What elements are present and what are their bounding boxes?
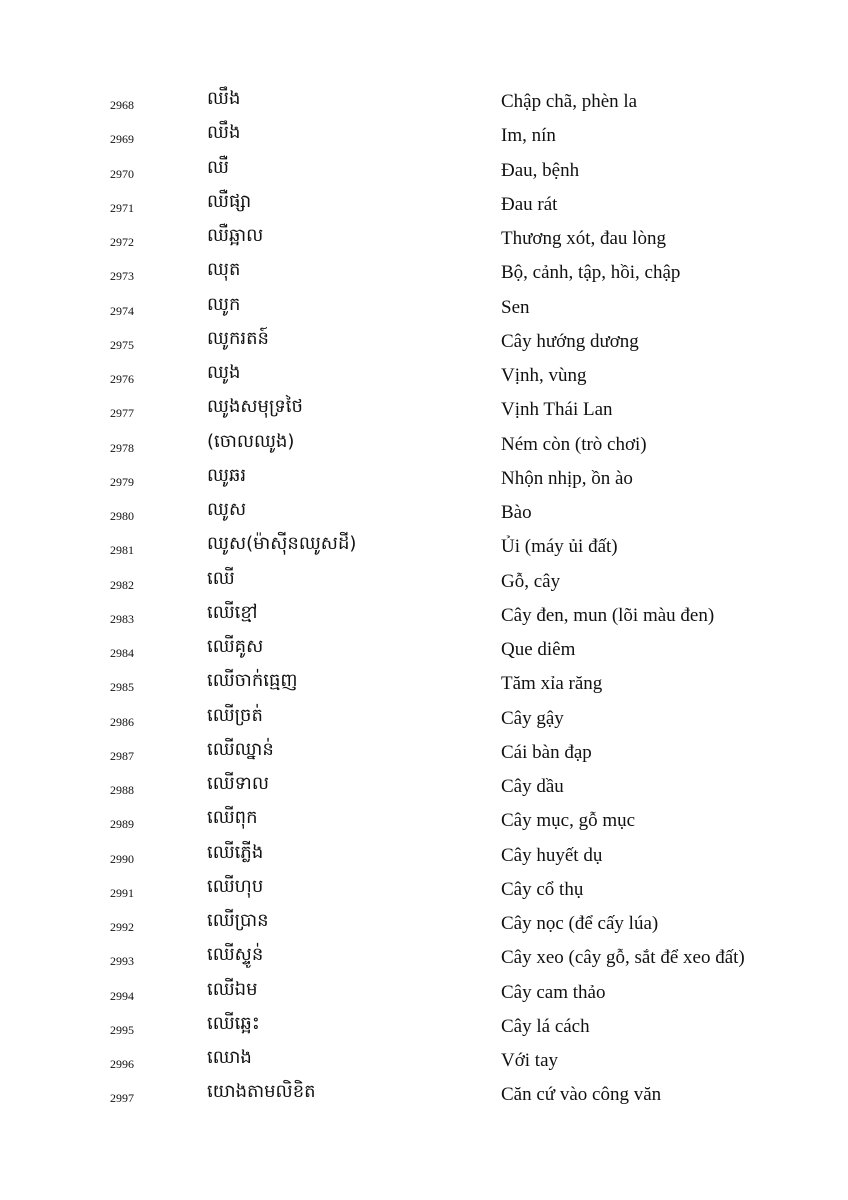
vietnamese-translation: Vịnh Thái Lan [501, 399, 613, 421]
dictionary-entry [0, 84, 848, 118]
dictionary-entry [0, 529, 848, 563]
vietnamese-translation: Cây gậy [501, 707, 564, 729]
khmer-term: ឈឺផ្សា [207, 190, 252, 212]
vietnamese-translation: Tăm xỉa răng [501, 673, 603, 695]
vietnamese-translation: Đau, bệnh [501, 159, 580, 181]
entry-list [0, 84, 848, 1112]
khmer-term: ឈឹង [207, 122, 241, 144]
entry-number: 2979 [110, 474, 134, 489]
vietnamese-translation: Cây lá cách [501, 1015, 590, 1037]
entry-number: 2983 [110, 611, 134, 626]
khmer-term: ឈឺ [207, 156, 229, 178]
khmer-term: ឈើហុប [207, 875, 264, 897]
entry-number: 2986 [110, 714, 134, 729]
dictionary-entry [0, 632, 848, 666]
vietnamese-translation: Ném còn (trò chơi) [501, 433, 647, 455]
dictionary-entry [0, 324, 848, 358]
khmer-term: ឈូង [207, 362, 241, 383]
entry-number: 2993 [110, 954, 134, 969]
entry-number: 2980 [110, 509, 134, 523]
khmer-term: ឈើខ្មៅ [207, 601, 258, 623]
vietnamese-translation: Sen [501, 296, 530, 318]
vietnamese-translation: Im, nín [501, 125, 556, 147]
vietnamese-translation: Cây hướng dương [501, 330, 639, 352]
entry-number: 2987 [110, 748, 134, 763]
entry-number: 2989 [110, 817, 134, 832]
khmer-term: ឈូស(ម៉ាស៊ីនឈូសដី) [207, 533, 357, 555]
vietnamese-translation: Vịnh, vùng [501, 365, 587, 386]
entry-number: 2985 [110, 680, 134, 695]
dictionary-entry [0, 118, 848, 152]
vietnamese-translation: Với tay [501, 1050, 559, 1071]
khmer-term: ឈុត [207, 259, 241, 281]
dictionary-entry [0, 769, 848, 803]
vietnamese-translation: Bào [501, 502, 532, 523]
vietnamese-translation: Nhộn nhịp, ồn ào [501, 467, 633, 489]
vietnamese-translation: Ủi (máy ủi đất) [501, 536, 618, 558]
vietnamese-translation: Que diêm [501, 639, 576, 660]
dictionary-entry [0, 255, 848, 289]
vietnamese-translation: Cây đen, mun (lõi màu đen) [501, 604, 715, 626]
khmer-term: ឈើស្ទូន់ [207, 944, 264, 966]
entry-number: 2988 [110, 783, 134, 797]
entry-number: 2970 [110, 166, 134, 181]
dictionary-entry [0, 735, 848, 769]
dictionary-entry [0, 906, 848, 940]
dictionary-entry [0, 153, 848, 187]
entry-number: 2975 [110, 337, 134, 352]
entry-number: 2996 [110, 1057, 134, 1071]
dictionary-entry [0, 564, 848, 598]
entry-number: 2984 [110, 646, 134, 660]
khmer-term: ឈើទាល [207, 773, 269, 794]
khmer-term: យោងតាមលិខិត [207, 1081, 316, 1103]
khmer-term: ឈើប្រាន [207, 910, 269, 931]
dictionary-entry [0, 427, 848, 461]
vietnamese-translation: Cái bàn đạp [501, 741, 592, 763]
entry-number: 2992 [110, 920, 134, 934]
dictionary-entry [0, 221, 848, 255]
khmer-term: ឈូករតន៍ [207, 327, 269, 349]
khmer-term: ឈើពុក [207, 807, 258, 829]
khmer-term: (ចោលឈូង) [207, 430, 295, 452]
vietnamese-translation: Đau rát [501, 193, 558, 215]
khmer-term: ឈើគូស [207, 636, 264, 657]
entry-number: 2976 [110, 372, 134, 386]
dictionary-entry [0, 461, 848, 495]
khmer-term: ឈើឈ្នាន់ [207, 738, 274, 760]
dictionary-entry [0, 838, 848, 872]
entry-number: 2977 [110, 406, 134, 421]
khmer-term: ឈើចាក់ធ្មេញ [207, 670, 298, 692]
khmer-term: ឈូឆរ [207, 464, 247, 486]
vietnamese-translation: Cây cam thảo [501, 981, 606, 1003]
dictionary-entry [0, 392, 848, 426]
entry-number: 2973 [110, 269, 134, 284]
khmer-term: ឈើឯម [207, 978, 258, 1000]
vietnamese-translation: Gỗ, cây [501, 570, 561, 592]
dictionary-entry [0, 598, 848, 632]
entry-number: 2991 [110, 885, 134, 900]
khmer-term: ឈូស [207, 499, 247, 520]
khmer-term: ឈោង [207, 1047, 252, 1068]
entry-number: 2969 [110, 132, 134, 147]
vietnamese-translation: Cây nọc (để cấy lúa) [501, 913, 659, 934]
entry-number: 2968 [110, 98, 134, 112]
khmer-term: ឈូងសមុទ្រថៃ [207, 396, 303, 418]
vietnamese-translation: Thương xót, đau lòng [501, 228, 666, 249]
dictionary-entry [0, 1043, 848, 1077]
vietnamese-translation: Cây dầu [501, 776, 564, 797]
entry-number: 2994 [110, 988, 134, 1003]
entry-number: 2997 [110, 1091, 134, 1106]
vietnamese-translation: Căn cứ vào công văn [501, 1084, 662, 1106]
dictionary-entry [0, 975, 848, 1009]
dictionary-entry [0, 187, 848, 221]
vietnamese-translation: Cây huyết dụ [501, 844, 603, 866]
entry-number: 2971 [110, 200, 134, 215]
vietnamese-translation: Chập chã, phèn la [501, 91, 638, 112]
khmer-term: ឈូក [207, 293, 241, 315]
dictionary-entry [0, 358, 848, 392]
dictionary-entry [0, 1009, 848, 1043]
vietnamese-translation: Bộ, cảnh, tập, hồi, chập [501, 262, 681, 284]
entry-number: 2990 [110, 851, 134, 866]
vietnamese-translation: Cây mục, gỗ mục [501, 810, 636, 832]
dictionary-entry [0, 872, 848, 906]
entry-number: 2972 [110, 235, 134, 249]
entry-number: 2974 [110, 303, 134, 318]
dictionary-entry [0, 666, 848, 700]
dictionary-entry [0, 290, 848, 324]
entry-number: 2982 [110, 577, 134, 592]
dictionary-entry [0, 803, 848, 837]
entry-number: 2978 [110, 440, 134, 455]
khmer-term: ឈឹង [207, 88, 241, 109]
dictionary-entry [0, 940, 848, 974]
khmer-term: ឈើភ្លើង [207, 841, 264, 863]
vietnamese-translation: Cây cổ thụ [501, 878, 584, 900]
dictionary-entry [0, 495, 848, 529]
khmer-term: ឈើឆ្អេះ [207, 1012, 260, 1034]
khmer-term: ឈឺឆ្អាល [207, 225, 264, 246]
vietnamese-translation: Cây xeo (cây gỗ, sắt để xeo đất) [501, 947, 745, 969]
khmer-term: ឈើច្រត់ [207, 704, 263, 726]
khmer-term: ឈើ [207, 567, 235, 589]
entry-number: 2995 [110, 1022, 134, 1037]
dictionary-entry [0, 701, 848, 735]
entry-number: 2981 [110, 543, 134, 558]
dictionary-entry [0, 1077, 848, 1111]
